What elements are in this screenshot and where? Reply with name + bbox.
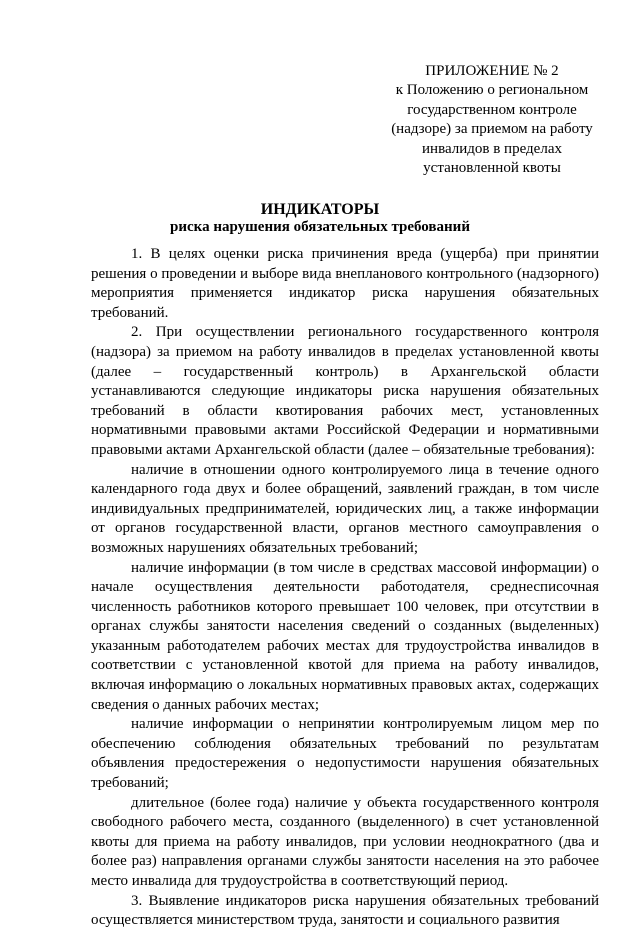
appendix-line: ПРИЛОЖЕНИЕ № 2 <box>425 63 559 79</box>
document-body <box>91 245 599 931</box>
appendix-line: (надзоре) за приемом на работу <box>391 121 593 138</box>
appendix-line: установленной квоты <box>423 160 561 177</box>
appendix-line: государственном контроле <box>407 101 577 118</box>
paragraph: наличие в отношении одного контролируемого лица в течение одного календарного года двух и более обращений, заявлений граждан, в том числе индивидуальных предпринимателей, юридических лиц, а также информации от органов государственной власти, органов местного самоуправления о возможных нарушениях обязательных требований; <box>91 461 599 556</box>
paragraph: наличие информации о непринятии контролируемым лицом мер по обеспечению соблюдения обязательных требований по результатам объявления предостережения о недопустимости нарушения обязательных требований; <box>91 716 599 792</box>
paragraph: наличие информации (в том числе в средствах массовой информации) о начале осуществления деятельности работодателя, среднесписочная численность работников которого превышает 100 человек, при отсутствии в органах службы занятости населения сведений о созданных (выделенных) указанным работодателем рабочих местах для трудоустройства инвалидов в соответствии с установленной квотой для приема на работу инвалидов, включая информацию о локальных нормативных правовых актах, содержащих сведения о данных рабочих местах; <box>91 559 599 713</box>
paragraph: 3. Выявление индикаторов риска нарушения обязательных требований осуществляется министерством труда, занятости и социального развития <box>91 892 599 929</box>
paragraph: 2. При осуществлении регионального государственного контроля (надзора) за приемом на работу инвалидов в пределах установленной квоты (далее – государственный контроль) в Архангельской области устанавливаются следующие индикаторы риска нарушения обязательных требований в области квотирования рабочих мест, установленных нормативными правовыми актами Российской Федерации и нормативными правовыми актами Архангельской области (далее – обязательные требования): <box>91 324 599 458</box>
paragraph: 1. В целях оценки риска причинения вреда (ущерба) при принятии решения о проведении и выборе вида внепланового контрольного (надзорного) мероприятия применяется индикатор риска нарушения обязательных требований. <box>91 246 599 321</box>
appendix-line: инвалидов в пределах <box>422 140 562 157</box>
document-subtitle: риска нарушения обязательных требований <box>170 219 470 235</box>
document-title: ИНДИКАТОРЫ <box>260 201 380 218</box>
appendix-line: к Положению о региональном <box>395 82 589 99</box>
appendix-header <box>373 62 611 178</box>
paragraph: длительное (более года) наличие у объекта государственного контроля свободного рабочего места, созданного (выделенного) в счет установленной квоты для приема на работу инвалидов, при условии неоднократного (два и более раз) направления органами службы занятости населения на это рабочее место инвалида для трудоустройства в соответствующий период. <box>91 794 599 889</box>
